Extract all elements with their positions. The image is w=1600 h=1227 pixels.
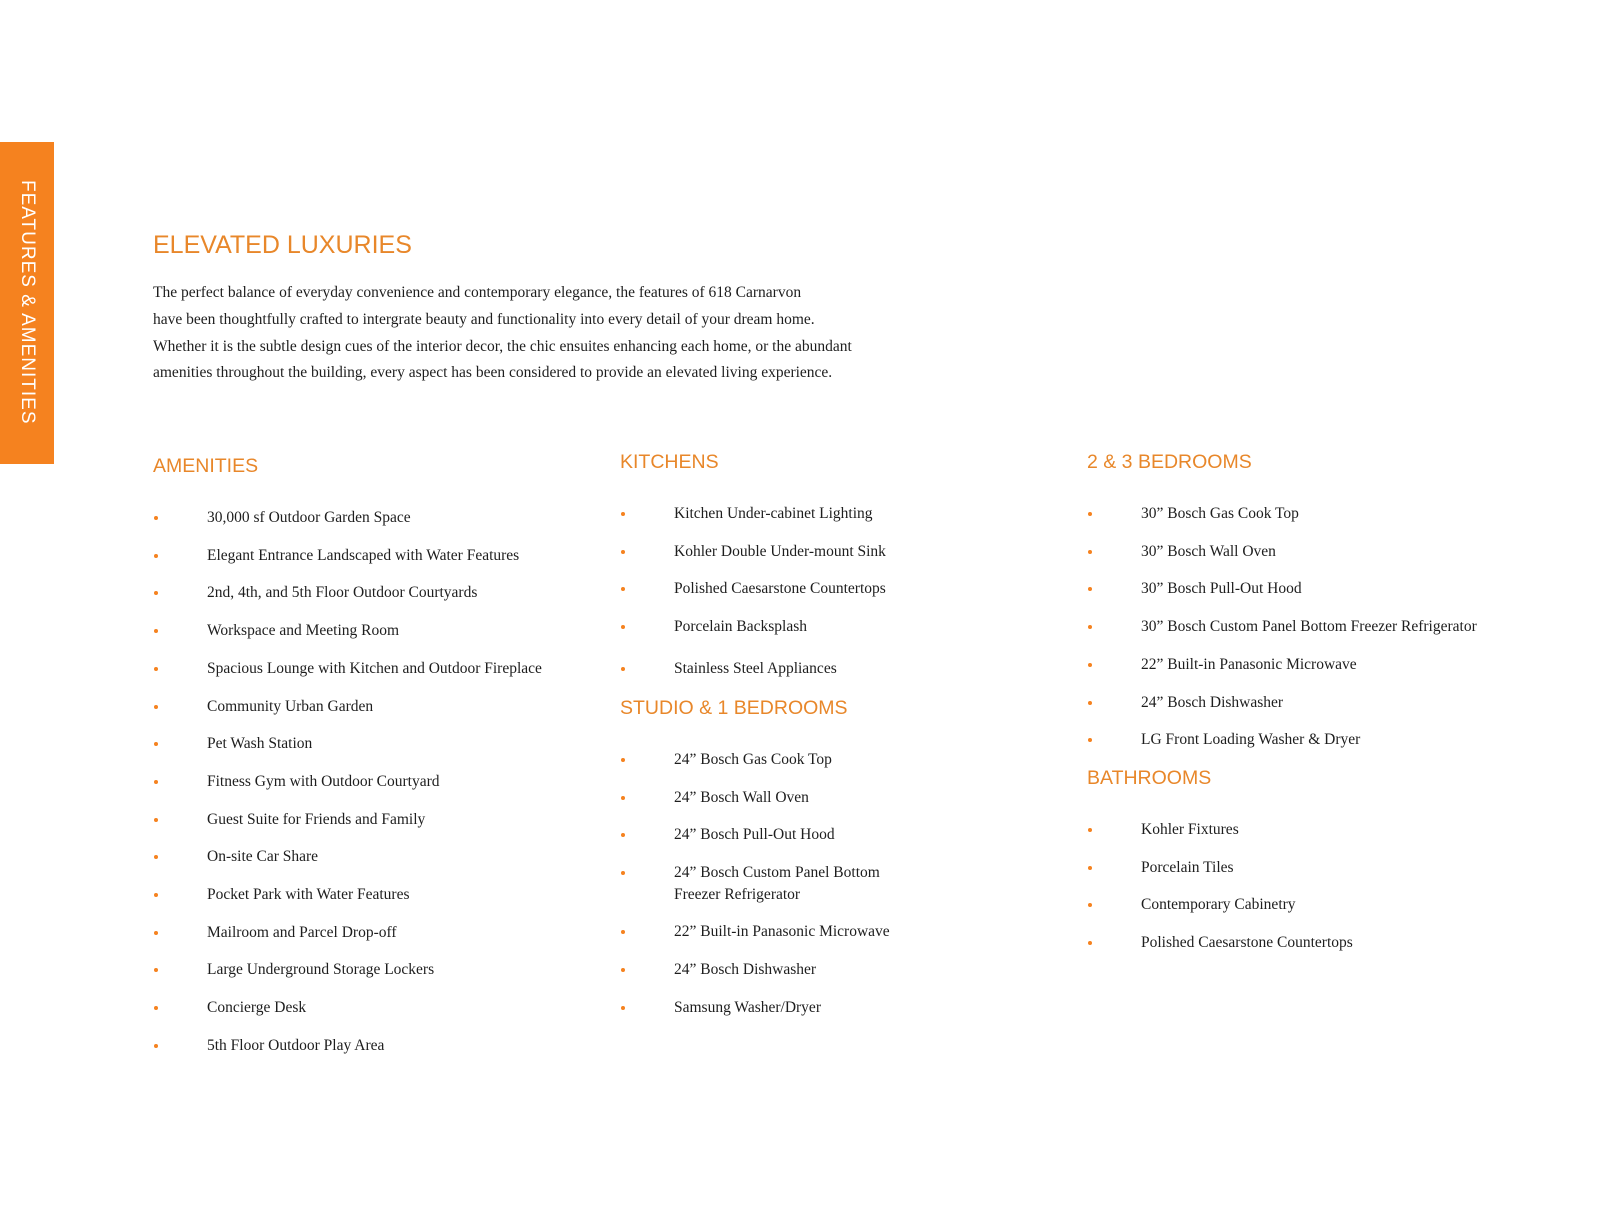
list-item-text: Fitness Gym with Outdoor Courtyard bbox=[207, 772, 440, 790]
bullet-icon bbox=[154, 1006, 158, 1010]
amenities-heading: AMENITIES bbox=[153, 455, 259, 477]
list-item-text: 30” Bosch Custom Panel Bottom Freezer Refrigerator bbox=[1141, 618, 1477, 636]
intro-line: The perfect balance of everyday convenience and contemporary elegance, the features of 618 Carnarvon bbox=[153, 284, 802, 301]
bullet-icon bbox=[621, 1006, 625, 1010]
bullet-icon bbox=[621, 871, 625, 875]
bullet-icon bbox=[621, 625, 625, 629]
bullet-icon bbox=[154, 780, 158, 784]
list-item-text: Spacious Lounge with Kitchen and Outdoor Fireplace bbox=[207, 659, 542, 677]
list-item-text: Concierge Desk bbox=[207, 999, 307, 1017]
bullet-icon bbox=[154, 855, 158, 859]
bullet-icon bbox=[154, 818, 158, 822]
bullet-icon bbox=[1088, 625, 1092, 629]
bullet-icon bbox=[154, 931, 158, 935]
list-item-text: 24” Bosch Gas Cook Top bbox=[674, 751, 832, 768]
list-item-text: Porcelain Tiles bbox=[1141, 858, 1234, 876]
list-item-text: Kohler Fixtures bbox=[1141, 821, 1239, 838]
list-item-text: Polished Caesarstone Countertops bbox=[674, 580, 886, 598]
list-item-text: 30” Bosch Wall Oven bbox=[1141, 542, 1276, 560]
list-item-text: Kitchen Under-cabinet Lighting bbox=[674, 505, 873, 522]
intro-line: amenities throughout the building, every aspect has been considered to provide an elevated living experience. bbox=[153, 364, 833, 382]
list-item-text: 22” Built-in Panasonic Microwave bbox=[674, 923, 890, 941]
list-item-text: Pet Wash Station bbox=[207, 735, 313, 753]
list-item-text: Polished Caesarstone Countertops bbox=[1141, 934, 1353, 952]
studio-heading: STUDIO & 1 BEDROOMS bbox=[620, 697, 848, 719]
list-item-text: Community Urban Garden bbox=[207, 697, 374, 715]
list-item-text: Stainless Steel Appliances bbox=[674, 660, 837, 677]
bullet-icon bbox=[621, 833, 625, 837]
bullet-icon bbox=[1088, 828, 1092, 832]
page-title: ELEVATED LUXURIES bbox=[153, 231, 412, 259]
intro-paragraph bbox=[153, 280, 913, 387]
bullet-icon bbox=[154, 629, 158, 633]
list-item-text: Elegant Entrance Landscaped with Water Features bbox=[207, 546, 520, 564]
intro-line: have been thoughtfully crafted to intergrate beauty and functionality into every detail of your dream home. bbox=[153, 310, 815, 328]
list-item-text: On-site Car Share bbox=[207, 848, 319, 866]
list-item-text: LG Front Loading Washer & Dryer bbox=[1141, 731, 1361, 749]
bullet-icon bbox=[1088, 663, 1092, 667]
bullet-icon bbox=[1088, 866, 1092, 870]
bullet-icon bbox=[154, 591, 158, 595]
kitchens-heading: KITCHENS bbox=[620, 451, 719, 473]
list-item-text: 24” Bosch Custom Panel Bottom bbox=[674, 864, 880, 882]
list-item-text: 30,000 sf Outdoor Garden Space bbox=[207, 509, 411, 526]
list-item-text: Samsung Washer/Dryer bbox=[674, 998, 821, 1016]
list-item-text: Mailroom and Parcel Drop-off bbox=[207, 923, 397, 941]
bullet-icon bbox=[1088, 941, 1092, 945]
list-item-text: Guest Suite for Friends and Family bbox=[207, 810, 426, 828]
list-item-text: 30” Bosch Pull-Out Hood bbox=[1141, 580, 1302, 598]
list-item-text: 5th Floor Outdoor Play Area bbox=[207, 1036, 385, 1054]
bullet-icon bbox=[1088, 587, 1092, 591]
intro-line: Whether it is the subtle design cues of the interior decor, the chic ensuites enhancing each home, or the abundant bbox=[153, 337, 852, 355]
side-tab-label: FEATURES & AMENITIES bbox=[17, 180, 38, 425]
bullet-icon bbox=[154, 893, 158, 897]
bullet-icon bbox=[621, 758, 625, 762]
list-item-text: Porcelain Backsplash bbox=[674, 618, 808, 636]
list-item-text: 2nd, 4th, and 5th Floor Outdoor Courtyards bbox=[207, 584, 478, 602]
bullet-icon bbox=[621, 512, 625, 516]
list-item-text: 24” Bosch Pull-Out Hood bbox=[674, 826, 835, 844]
bullet-icon bbox=[621, 796, 625, 800]
bullet-icon bbox=[154, 742, 158, 746]
list-item-text: 30” Bosch Gas Cook Top bbox=[1141, 505, 1299, 522]
list-item-text: 24” Bosch Dishwasher bbox=[1141, 693, 1284, 711]
bullet-icon bbox=[154, 667, 158, 671]
list-item-text: Pocket Park with Water Features bbox=[207, 886, 410, 903]
list-item-text: Kohler Double Under-mount Sink bbox=[674, 542, 886, 560]
bullet-icon bbox=[154, 968, 158, 972]
bullet-icon bbox=[154, 516, 158, 520]
bullet-icon bbox=[154, 554, 158, 558]
bullet-icon bbox=[154, 705, 158, 709]
bullet-icon bbox=[1088, 701, 1092, 705]
bullet-icon bbox=[621, 667, 625, 671]
bullet-icon bbox=[621, 587, 625, 591]
bullet-icon bbox=[1088, 738, 1092, 742]
list-item-text: 22” Built-in Panasonic Microwave bbox=[1141, 655, 1357, 673]
list-item-text: Freezer Refrigerator bbox=[674, 885, 801, 903]
bullet-icon bbox=[1088, 903, 1092, 907]
bullet-icon bbox=[1088, 512, 1092, 516]
bullet-icon bbox=[621, 968, 625, 972]
list-item-text: Large Underground Storage Lockers bbox=[207, 961, 435, 979]
list-item-text: 24” Bosch Dishwasher bbox=[674, 961, 817, 978]
bedrooms-heading: 2 & 3 BEDROOMS bbox=[1087, 451, 1252, 473]
bullet-icon bbox=[1088, 550, 1092, 554]
list-item-text: Workspace and Meeting Room bbox=[207, 622, 400, 640]
list-item-text: Contemporary Cabinetry bbox=[1141, 896, 1296, 914]
bullet-icon bbox=[154, 1044, 158, 1048]
list-item-text: 24” Bosch Wall Oven bbox=[674, 788, 809, 806]
bathrooms-heading: BATHROOMS bbox=[1087, 767, 1212, 789]
bullet-icon bbox=[621, 930, 625, 934]
bullet-icon bbox=[621, 550, 625, 554]
